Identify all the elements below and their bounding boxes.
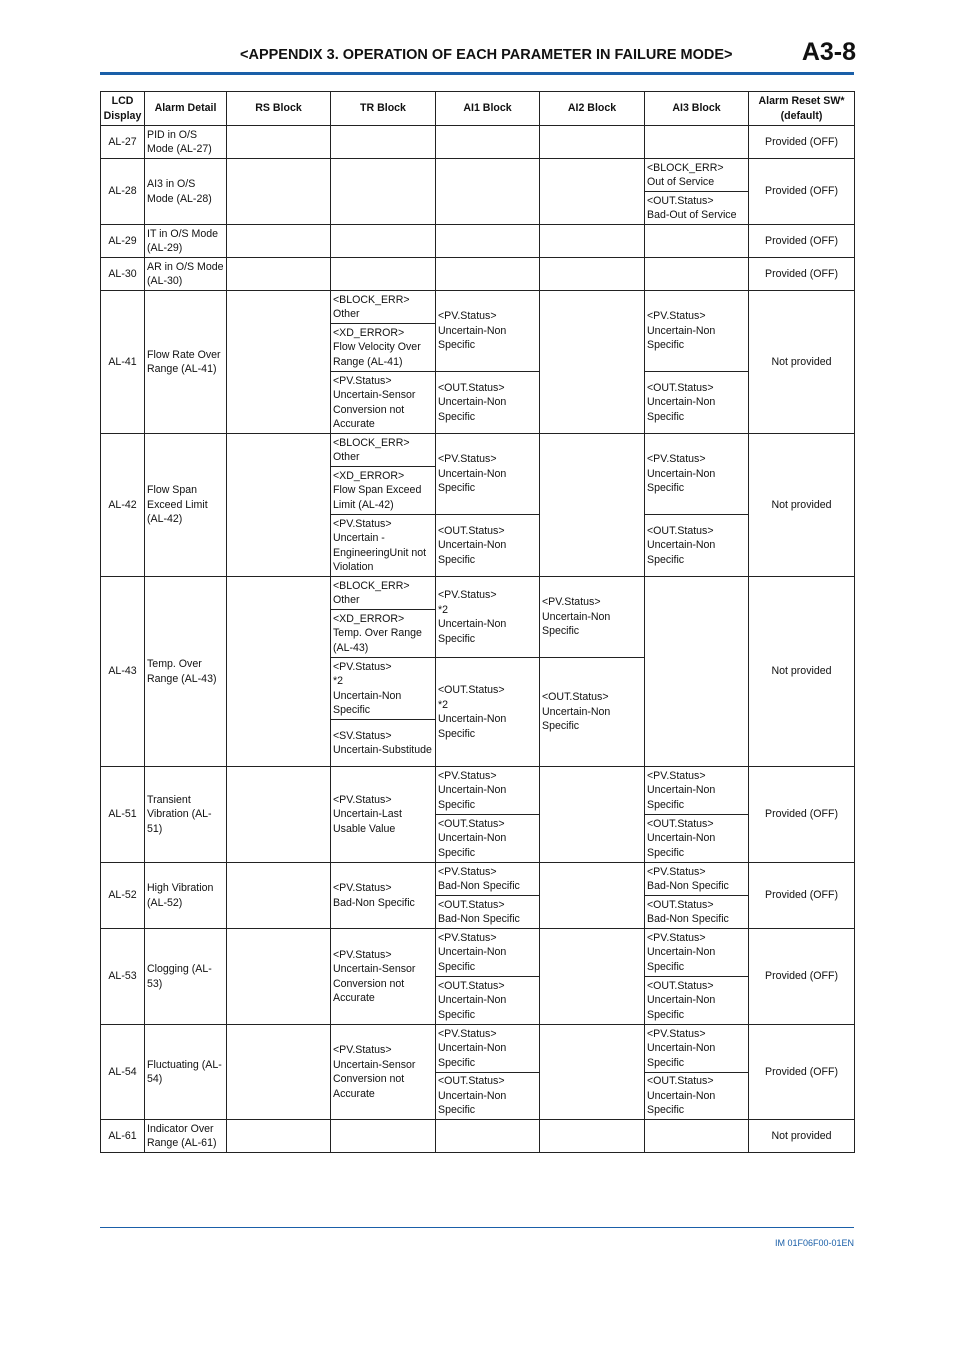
- table-row: [101, 291, 855, 324]
- tr-status-cell: <PV.Status> Uncertain -EngineeringUnit not Violation: [331, 515, 436, 577]
- ai3-status-cell: <OUT.Status> Uncertain-Non Specific: [645, 515, 749, 577]
- reset-cell: Not provided: [749, 1120, 855, 1153]
- col-header-lcd: LCD Display: [101, 92, 145, 126]
- reset-cell: Provided (OFF): [749, 929, 855, 1025]
- reset-cell: Not provided: [749, 434, 855, 577]
- lcd-cell: AL-61: [101, 1120, 145, 1153]
- alarm-detail-cell: Fluctuating (AL-54): [145, 1025, 227, 1120]
- lcd-cell: AL-28: [101, 159, 145, 225]
- empty-cell: [540, 767, 645, 863]
- footer-rule: [100, 1227, 854, 1228]
- ai1-status-cell: <PV.Status> *2 Uncertain-Non Specific: [436, 577, 540, 658]
- empty-cell: [436, 258, 540, 291]
- empty-cell: [227, 1025, 331, 1120]
- lcd-cell: AL-30: [101, 258, 145, 291]
- ai3-status-cell: <OUT.Status> Bad-Out of Service: [645, 192, 749, 225]
- empty-cell: [331, 159, 436, 225]
- ai2-status-cell: <OUT.Status> Uncertain-Non Specific: [540, 658, 645, 767]
- ai3-status-cell: <OUT.Status> Uncertain-Non Specific: [645, 372, 749, 434]
- empty-cell: [227, 258, 331, 291]
- ai1-status-cell: <PV.Status> Uncertain-Non Specific: [436, 1025, 540, 1073]
- empty-cell: [540, 863, 645, 929]
- empty-cell: [331, 126, 436, 159]
- ai3-status-cell: <OUT.Status> Uncertain-Non Specific: [645, 977, 749, 1025]
- col-header-ai3-block: AI3 Block: [645, 92, 749, 126]
- empty-cell: [227, 767, 331, 863]
- reset-cell: Provided (OFF): [749, 258, 855, 291]
- ai1-status-cell: <OUT.Status> Bad-Non Specific: [436, 896, 540, 929]
- col-header-rs-block: RS Block: [227, 92, 331, 126]
- empty-cell: [227, 863, 331, 929]
- ai3-status-cell: <PV.Status> Uncertain-Non Specific: [645, 291, 749, 372]
- table-row: [101, 863, 855, 896]
- tr-status-cell: <PV.Status> *2 Uncertain-Non Specific: [331, 658, 436, 720]
- lcd-cell: AL-42: [101, 434, 145, 577]
- tr-status-cell: <XD_ERROR> Temp. Over Range (AL-43): [331, 610, 436, 658]
- tr-status-cell: <XD_ERROR> Flow Velocity Over Range (AL-41): [331, 324, 436, 372]
- empty-cell: [227, 291, 331, 434]
- alarm-detail-cell: Transient Vibration (AL-51): [145, 767, 227, 863]
- empty-cell: [436, 225, 540, 258]
- alarm-detail-cell: Temp. Over Range (AL-43): [145, 577, 227, 767]
- reset-cell: Provided (OFF): [749, 225, 855, 258]
- alarm-detail-cell: PID in O/S Mode (AL-27): [145, 126, 227, 159]
- empty-cell: [645, 577, 749, 767]
- tr-status-cell: <PV.Status> Uncertain-Sensor Conversion not Accurate: [331, 372, 436, 434]
- reset-cell: Not provided: [749, 577, 855, 767]
- header-rule: [100, 72, 854, 75]
- empty-cell: [436, 159, 540, 225]
- alarm-detail-cell: Flow Span Exceed Limit (AL-42): [145, 434, 227, 577]
- tr-status-cell: <PV.Status> Uncertain-Sensor Conversion not Accurate: [331, 1025, 436, 1120]
- ai2-status-cell: <PV.Status> Uncertain-Non Specific: [540, 577, 645, 658]
- reset-cell: Provided (OFF): [749, 159, 855, 225]
- ai3-status-cell: <PV.Status> Uncertain-Non Specific: [645, 434, 749, 515]
- empty-cell: [227, 225, 331, 258]
- tr-status-cell: <BLOCK_ERR> Other: [331, 577, 436, 610]
- empty-cell: [540, 291, 645, 434]
- ai3-status-cell: <OUT.Status> Bad-Non Specific: [645, 896, 749, 929]
- tr-status-cell: <BLOCK_ERR> Other: [331, 291, 436, 324]
- empty-cell: [227, 577, 331, 767]
- lcd-cell: AL-43: [101, 577, 145, 767]
- table-row: [101, 159, 855, 192]
- ai1-status-cell: <PV.Status> Uncertain-Non Specific: [436, 291, 540, 372]
- reset-cell: Provided (OFF): [749, 1025, 855, 1120]
- ai1-status-cell: <PV.Status> Uncertain-Non Specific: [436, 929, 540, 977]
- empty-cell: [436, 126, 540, 159]
- table-row: [101, 126, 855, 159]
- alarm-operation-table: [100, 91, 855, 1153]
- empty-cell: [540, 258, 645, 291]
- empty-cell: [227, 929, 331, 1025]
- empty-cell: [227, 159, 331, 225]
- lcd-cell: AL-53: [101, 929, 145, 1025]
- alarm-detail-cell: Clogging (AL-53): [145, 929, 227, 1025]
- empty-cell: [645, 225, 749, 258]
- empty-cell: [645, 258, 749, 291]
- empty-cell: [540, 159, 645, 225]
- lcd-cell: AL-54: [101, 1025, 145, 1120]
- empty-cell: [540, 1120, 645, 1153]
- col-header-alarm-detail: Alarm Detail: [145, 92, 227, 126]
- document-id: IM 01F06F00-01EN: [774, 1238, 854, 1248]
- lcd-cell: AL-27: [101, 126, 145, 159]
- table-row: [101, 434, 855, 467]
- empty-cell: [540, 126, 645, 159]
- ai1-status-cell: <OUT.Status> Uncertain-Non Specific: [436, 815, 540, 863]
- empty-cell: [436, 1120, 540, 1153]
- empty-cell: [540, 434, 645, 577]
- table-row: [101, 1120, 855, 1153]
- empty-cell: [540, 929, 645, 1025]
- empty-cell: [227, 1120, 331, 1153]
- alarm-detail-cell: Flow Rate Over Range (AL-41): [145, 291, 227, 434]
- table-row: [101, 225, 855, 258]
- table-row: [101, 767, 855, 815]
- empty-cell: [331, 225, 436, 258]
- tr-status-cell: <PV.Status> Bad-Non Specific: [331, 863, 436, 929]
- empty-cell: [540, 225, 645, 258]
- col-header-alarm-reset: Alarm Reset SW* (default): [749, 92, 855, 126]
- ai1-status-cell: <PV.Status> Uncertain-Non Specific: [436, 434, 540, 515]
- ai1-status-cell: <OUT.Status> Uncertain-Non Specific: [436, 977, 540, 1025]
- tr-status-cell: <PV.Status> Uncertain-Last Usable Value: [331, 767, 436, 863]
- table-row: [101, 1025, 855, 1073]
- alarm-detail-cell: IT in O/S Mode (AL-29): [145, 225, 227, 258]
- ai3-status-cell: <BLOCK_ERR> Out of Service: [645, 159, 749, 192]
- ai3-status-cell: <PV.Status> Uncertain-Non Specific: [645, 929, 749, 977]
- table-row: [101, 577, 855, 610]
- ai1-status-cell: <PV.Status> Bad-Non Specific: [436, 863, 540, 896]
- empty-cell: [227, 126, 331, 159]
- empty-cell: [645, 126, 749, 159]
- tr-status-cell: <SV.Status> Uncertain-Substitude: [331, 720, 436, 767]
- ai3-status-cell: <OUT.Status> Uncertain-Non Specific: [645, 815, 749, 863]
- table-row: [101, 929, 855, 977]
- ai1-status-cell: <PV.Status> Uncertain-Non Specific: [436, 767, 540, 815]
- page-header-title: <APPENDIX 3. OPERATION OF EACH PARAMETER IN FAILURE MODE>: [240, 47, 733, 63]
- lcd-cell: AL-41: [101, 291, 145, 434]
- alarm-detail-cell: High Vibration (AL-52): [145, 863, 227, 929]
- ai3-status-cell: <PV.Status> Uncertain-Non Specific: [645, 1025, 749, 1073]
- empty-cell: [331, 1120, 436, 1153]
- tr-status-cell: <BLOCK_ERR> Other: [331, 434, 436, 467]
- empty-cell: [331, 258, 436, 291]
- ai1-status-cell: <OUT.Status> Uncertain-Non Specific: [436, 1073, 540, 1120]
- ai3-status-cell: <PV.Status> Uncertain-Non Specific: [645, 767, 749, 815]
- ai1-status-cell: <OUT.Status> Uncertain-Non Specific: [436, 372, 540, 434]
- ai3-status-cell: <OUT.Status> Uncertain-Non Specific: [645, 1073, 749, 1120]
- ai1-status-cell: <OUT.Status> *2 Uncertain-Non Specific: [436, 658, 540, 767]
- reset-cell: Provided (OFF): [749, 863, 855, 929]
- empty-cell: [227, 434, 331, 577]
- table-header-row: [101, 92, 855, 126]
- tr-status-cell: <XD_ERROR> Flow Span Exceed Limit (AL-42): [331, 467, 436, 515]
- alarm-detail-cell: Indicator Over Range (AL-61): [145, 1120, 227, 1153]
- col-header-ai1-block: AI1 Block: [436, 92, 540, 126]
- table-row: [101, 258, 855, 291]
- empty-cell: [540, 1025, 645, 1120]
- tr-status-cell: <PV.Status> Uncertain-Sensor Conversion not Accurate: [331, 929, 436, 1025]
- col-header-ai2-block: AI2 Block: [540, 92, 645, 126]
- lcd-cell: AL-29: [101, 225, 145, 258]
- lcd-cell: AL-52: [101, 863, 145, 929]
- reset-cell: Not provided: [749, 291, 855, 434]
- col-header-tr-block: TR Block: [331, 92, 436, 126]
- empty-cell: [645, 1120, 749, 1153]
- alarm-detail-cell: AR in O/S Mode (AL-30): [145, 258, 227, 291]
- reset-cell: Provided (OFF): [749, 767, 855, 863]
- ai3-status-cell: <PV.Status> Bad-Non Specific: [645, 863, 749, 896]
- page-number: A3-8: [801, 38, 856, 66]
- alarm-detail-cell: AI3 in O/S Mode (AL-28): [145, 159, 227, 225]
- lcd-cell: AL-51: [101, 767, 145, 863]
- reset-cell: Provided (OFF): [749, 126, 855, 159]
- ai1-status-cell: <OUT.Status> Uncertain-Non Specific: [436, 515, 540, 577]
